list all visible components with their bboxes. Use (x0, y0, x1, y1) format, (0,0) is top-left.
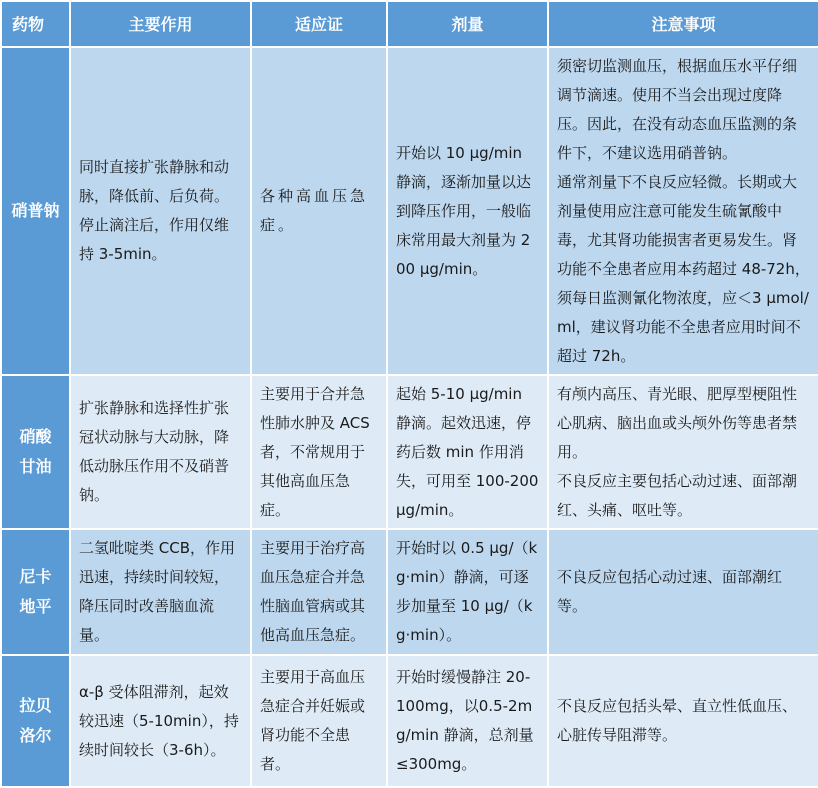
drug-name: 硝普钠 (11, 201, 60, 220)
main-effect-cell: 同时直接扩张静脉和动脉，降低前、后负荷。停止滴注后，作用仅维持 3-5min。 (70, 47, 251, 375)
drug-name-cell (1, 655, 70, 787)
main-effect-cell: α-β 受体阻滞剂，起效较迅速（5-10min），持续时间较长（3-6h）。 (70, 655, 251, 787)
main-effect-cell: 二氢吡啶类 CCB，作用迅速，持续时间较短，降压同时改善脑血流量。 (70, 529, 251, 655)
notes-paragraph: 不良反应包括心动过速、面部潮红等。 (557, 568, 783, 615)
notes-cell (548, 47, 818, 375)
notes-paragraph: 有颅内高压、青光眼、肥厚型梗阻性心肌病、脑出血或头颅外伤等患者禁用。 (557, 384, 798, 461)
drug-name-line: 尼卡 (19, 567, 52, 586)
drug-name-line: 拉贝 (19, 696, 52, 715)
drug-name-cell (1, 529, 70, 655)
table-row-nitroglycerin (1, 375, 818, 529)
indication-cell: 主要用于治疗高血压急症合并急性脑血管病或其他高血压急症。 (251, 529, 387, 655)
header-notes: 注意事项 (548, 1, 818, 47)
dosage-cell: 开始时以 0.5 μg/（kg·min）静滴，可逐步加量至 10 μg/（kg·min）。 (387, 529, 548, 655)
drug-name-line: 洛尔 (19, 726, 52, 745)
drug-name-line: 硝酸 (19, 427, 52, 446)
indication-cell: 主要用于高血压急症合并妊娠或肾功能不全患者。 (251, 655, 387, 787)
drug-name-line: 地平 (19, 597, 52, 616)
drug-name-cell (1, 47, 70, 375)
table-header-row (1, 1, 818, 47)
header-drug: 药物 (1, 1, 70, 47)
notes-paragraph: 不良反应主要包括心动过速、面部潮红、头痛、呕吐等。 (557, 471, 798, 519)
table-row-nitroprusside (1, 47, 818, 375)
dosage-cell: 起始 5-10 μg/min 静滴。起效迅速，停药后数 min 作用消失，可用至 100-200 μg/min。 (387, 375, 548, 529)
drug-name-line: 甘油 (19, 457, 52, 476)
header-main-effect: 主要作用 (70, 1, 251, 47)
table-row-nicardipine (1, 529, 818, 655)
indication-cell: 主要用于合并急性肺水肿及 ACS 者，不常规用于其他高血压急症。 (251, 375, 387, 529)
table-row-labetalol (1, 655, 818, 787)
dosage-cell: 开始时缓慢静注 20-100mg，以0.5-2mg/min 静滴，总剂量≤300mg。 (387, 655, 548, 787)
notes-paragraph: 须密切监测血压，根据血压水平仔细调节滴速。使用不当会出现过度降压。因此，在没有动态血压监测的条件下，不建议选用硝普钠。 (557, 56, 798, 162)
dosage-cell: 开始以 10 μg/min 静滴，逐渐加量以达到降压作用，一般临床常用最大剂量为 200 μg/min。 (387, 47, 548, 375)
drug-name-cell (1, 375, 70, 529)
indication-cell: 各种高血压急症。 (251, 47, 387, 375)
notes-cell (548, 375, 818, 529)
notes-paragraph: 不良反应包括头晕、直立性低血压、心脏传导阻滞等。 (557, 697, 798, 744)
header-indication: 适应证 (251, 1, 387, 47)
main-effect-cell: 扩张静脉和选择性扩张冠状动脉与大动脉，降低动脉压作用不及硝普钠。 (70, 375, 251, 529)
notes-paragraph: 通常剂量下不良反应轻微。长期或大剂量使用应注意可能发生硫氰酸中毒，尤其肾功能损害者更易发生。肾功能不全患者应用本药超过 48-72h，须每日监测氰化物浓度，应＜3 μmol/ml，建议肾功能不全患者应用时间不超过 72h。 (557, 172, 810, 365)
notes-cell (548, 655, 818, 787)
notes-cell (548, 529, 818, 655)
header-dosage: 剂量 (387, 1, 548, 47)
